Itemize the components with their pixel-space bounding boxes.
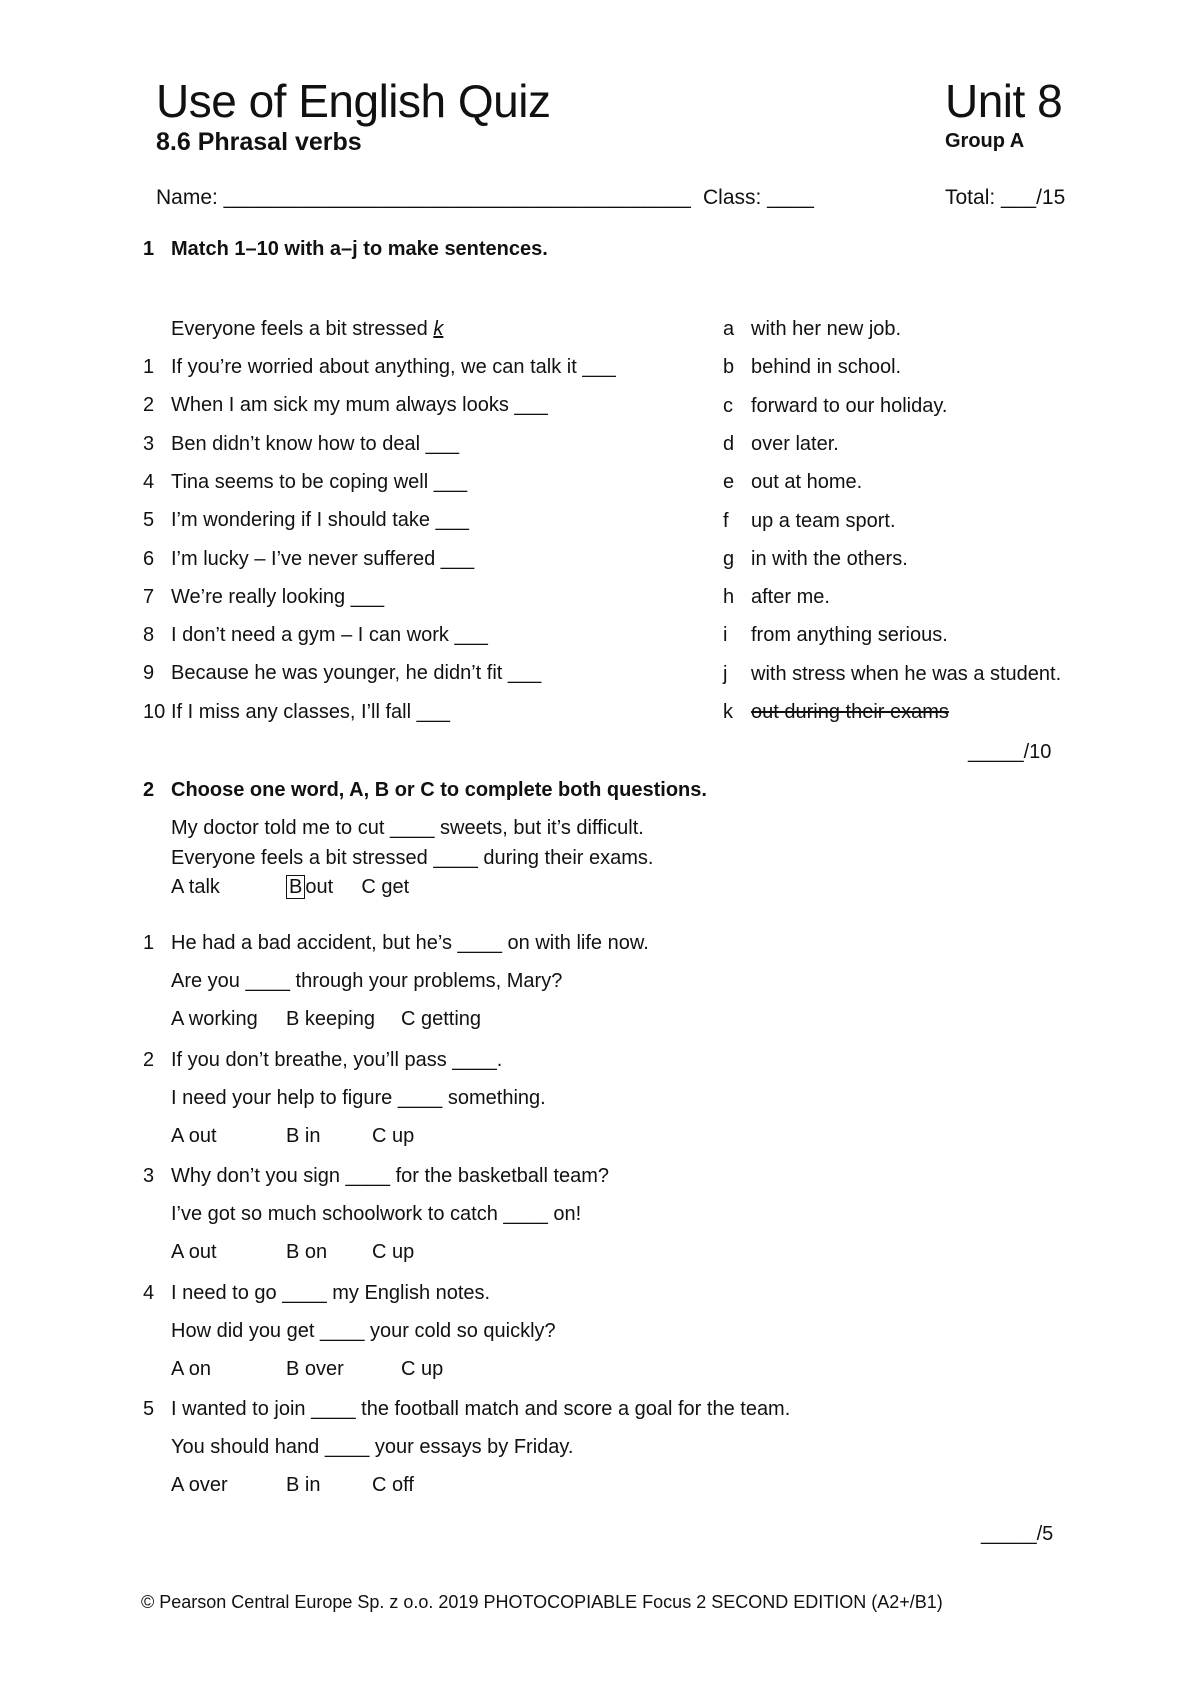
question-row <box>143 662 541 685</box>
answer-option[interactable]: C up <box>372 1124 415 1147</box>
question-line-2: Are you ____ through your problems, Mary? <box>171 970 563 992</box>
question-row <box>143 548 474 571</box>
answer-option[interactable]: C up <box>401 1357 444 1380</box>
section2-score: _____/5 <box>981 1523 1054 1545</box>
answer-option[interactable]: C up <box>372 1241 415 1263</box>
section-instruction: Match 1–10 with a–j to make sentences. <box>171 238 548 260</box>
ending-row <box>723 356 901 379</box>
ending-text: behind in school. <box>751 356 902 379</box>
question-row <box>143 1398 790 1421</box>
question-row <box>143 1165 609 1188</box>
example-prompt: Everyone feels a bit stressed <box>171 318 434 340</box>
answer-option[interactable]: B over <box>286 1357 344 1380</box>
question-line-1: I wanted to join ____ the football match and score a goal for the team. <box>171 1398 791 1420</box>
question-row <box>143 624 488 647</box>
ending-row <box>723 663 1061 686</box>
ending-text: out during their exams <box>751 701 949 723</box>
ending-letter: e <box>723 471 735 494</box>
question-row <box>143 433 459 456</box>
question-text: If I miss any classes, I’ll fall ___ <box>171 700 450 723</box>
question-number: 5 <box>143 1398 155 1420</box>
question-row <box>143 932 649 955</box>
question-number: 2 <box>143 394 155 417</box>
question-row <box>143 394 548 417</box>
question-number: 9 <box>143 662 155 685</box>
answer-option[interactable]: B on <box>286 1241 328 1263</box>
unit-label: Unit 8 <box>945 75 1063 127</box>
question-line-1: He had a bad accident, but he’s ____ on with life now. <box>171 932 649 954</box>
ending-letter: b <box>723 356 735 379</box>
example-option-a: A talk <box>171 876 220 898</box>
ending-text: over later. <box>751 432 839 455</box>
question-row <box>143 586 384 609</box>
answer-option[interactable]: C off <box>372 1474 414 1496</box>
question-number: 3 <box>143 432 155 455</box>
question-line-1: Why don’t you sign ____ for the basketball team? <box>171 1165 610 1187</box>
example-answer: k <box>433 318 444 340</box>
ending-row <box>723 624 948 647</box>
ending-text: out at home. <box>751 471 863 494</box>
answer-option[interactable]: A working <box>171 1008 258 1030</box>
question-number: 5 <box>143 509 155 532</box>
ending-letter: j <box>723 662 728 685</box>
section1-heading <box>143 238 548 261</box>
question-text: I don’t need a gym – I can work ___ <box>171 624 488 647</box>
ending-row <box>723 471 862 494</box>
ending-letter: i <box>723 624 728 647</box>
class-field[interactable]: Class: ____ <box>703 186 814 209</box>
answer-option[interactable]: C getting <box>401 1008 482 1030</box>
question-line-2: You should hand ____ your essays by Friday. <box>171 1436 574 1458</box>
question-number: 1 <box>143 932 155 954</box>
example-option-b-text: out <box>305 876 334 898</box>
ending-letter: f <box>723 509 729 532</box>
ending-text: after me. <box>751 586 830 609</box>
question-line-1: If you don’t breathe, you’ll pass ____. <box>171 1048 503 1071</box>
answer-options <box>171 1125 414 1148</box>
section2-heading <box>143 779 707 802</box>
answer-options <box>171 1474 414 1497</box>
question-line-2: I’ve got so much schoolwork to catch ____ on! <box>171 1203 582 1225</box>
answer-option[interactable]: B in <box>286 1124 321 1147</box>
question-number: 2 <box>143 1048 155 1071</box>
section-number: 1 <box>143 238 155 260</box>
ending-text: with her new job. <box>751 318 902 340</box>
ending-letter: h <box>723 586 735 609</box>
ending-text: forward to our holiday. <box>751 394 948 417</box>
answer-option[interactable]: B in <box>286 1474 321 1496</box>
ending-text: up a team sport. <box>751 509 896 532</box>
question-number: 1 <box>143 356 155 378</box>
example-options <box>171 876 409 899</box>
question-number: 8 <box>143 624 155 647</box>
section-number: 2 <box>143 779 155 801</box>
example-option-b-selected: B <box>286 875 305 899</box>
question-text: I’m lucky – I’ve never suffered ___ <box>171 547 475 570</box>
question-text: We’re really looking ___ <box>171 585 385 608</box>
answer-option[interactable]: A on <box>171 1357 212 1380</box>
question-text: Because he was younger, he didn’t fit ___ <box>171 662 542 685</box>
ending-letter: d <box>723 432 735 455</box>
answer-options <box>171 1241 414 1264</box>
ending-letter: g <box>723 547 735 570</box>
example-line-2: Everyone feels a bit stressed ____ during their exams. <box>171 847 654 869</box>
section1-example <box>143 318 443 341</box>
answer-options <box>171 1358 443 1381</box>
footer-copyright: © Pearson Central Europe Sp. z o.o. 2019 PHOTOCOPIABLE Focus 2 SECOND EDITION (A2+/B1) <box>141 1592 943 1612</box>
total-field: Total: ___/15 <box>945 186 1066 209</box>
question-text: When I am sick my mum always looks ___ <box>171 394 548 417</box>
ending-row <box>723 318 901 341</box>
answer-options <box>171 1008 481 1031</box>
answer-option[interactable]: A over <box>171 1474 228 1496</box>
question-number: 6 <box>143 547 155 570</box>
page-subtitle: 8.6 Phrasal verbs <box>156 128 362 156</box>
question-text: Ben didn’t know how to deal ___ <box>171 432 459 455</box>
example-line-1: My doctor told me to cut ____ sweets, but it’s difficult. <box>171 817 644 839</box>
question-row <box>143 356 616 379</box>
name-field[interactable]: Name: ________________________________________ <box>156 186 691 209</box>
section1-score: _____/10 <box>968 741 1052 763</box>
ending-text: with stress when he was a student. <box>751 662 1062 685</box>
question-number: 10 <box>143 700 166 723</box>
question-text: Tina seems to be coping well ___ <box>171 470 468 493</box>
group-label: Group A <box>945 130 1025 152</box>
question-line-1: I need to go ____ my English notes. <box>171 1281 491 1304</box>
question-text: If you’re worried about anything, we can talk it ___ <box>171 356 616 378</box>
ending-row <box>723 586 830 609</box>
ending-row <box>723 701 949 724</box>
question-line-2: I need your help to figure ____ something. <box>171 1086 546 1109</box>
question-number: 4 <box>143 1281 155 1304</box>
question-row <box>143 1049 502 1072</box>
answer-option[interactable]: B keeping <box>286 1008 375 1030</box>
section-instruction: Choose one word, A, B or C to complete both questions. <box>171 779 707 801</box>
page-title: Use of English Quiz <box>156 75 551 127</box>
ending-row <box>723 510 896 533</box>
question-row <box>143 471 467 494</box>
answer-option[interactable]: A out <box>171 1241 217 1263</box>
question-number: 7 <box>143 585 155 608</box>
ending-row <box>723 548 908 571</box>
ending-row <box>723 433 839 456</box>
answer-option[interactable]: A out <box>171 1124 217 1147</box>
question-row <box>143 509 469 532</box>
question-number: 3 <box>143 1165 155 1187</box>
ending-row <box>723 395 947 418</box>
ending-text: in with the others. <box>751 547 908 570</box>
question-line-2: How did you get ____ your cold so quickly? <box>171 1319 556 1342</box>
question-row <box>143 701 450 724</box>
question-row <box>143 1282 490 1305</box>
example-option-c: C get <box>361 876 410 898</box>
question-number: 4 <box>143 470 155 493</box>
ending-text: from anything serious. <box>751 624 948 647</box>
ending-letter: a <box>723 318 735 340</box>
ending-letter: k <box>723 701 733 723</box>
ending-letter: c <box>723 394 733 417</box>
question-text: I’m wondering if I should take ___ <box>171 509 469 532</box>
